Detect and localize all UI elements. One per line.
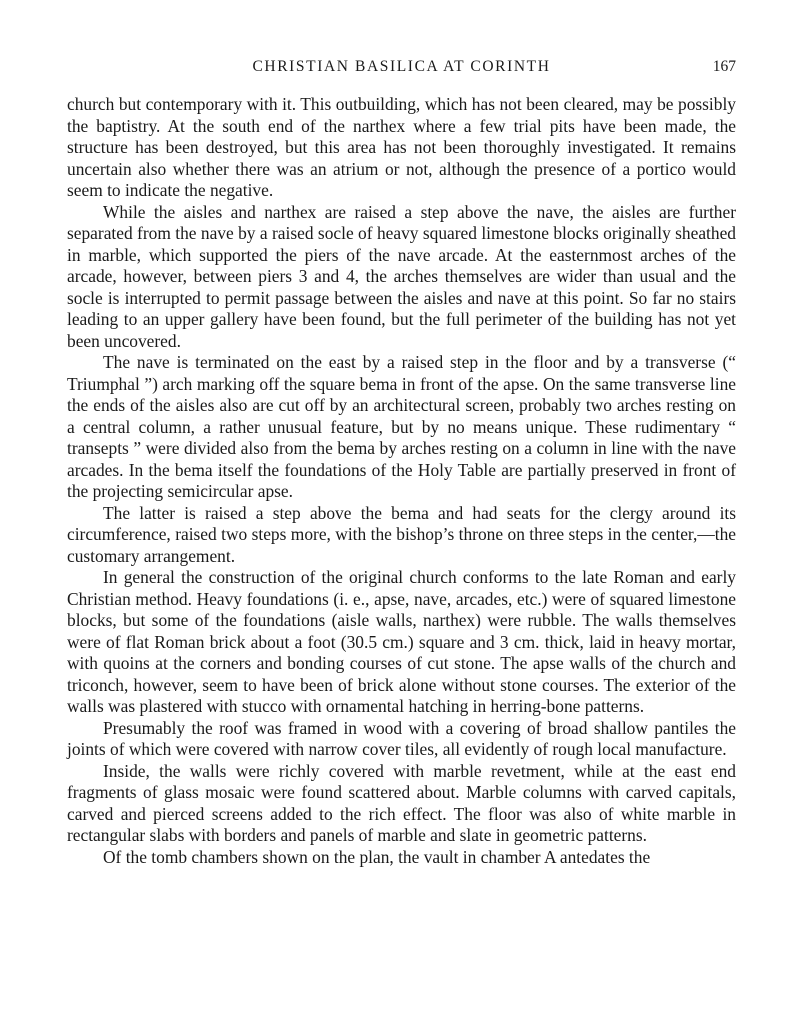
paragraph-nave-bema: The nave is terminated on the east by a raised step in the floor and by a transverse (“ Triumphal ”) arch marking off the square bema in front of the apse. On the same transverse line the ends of the aisles also are cut off by an architectural screen, probably two arches resting on a central column, a rather unusual feature, but by no means unique. These rudimentary “ transepts ” were divided also from the bema by arches resting on a column in line with the nave arcades. In the bema itself the foundations of the Holy Table are partially preserved in front of the projecting semicircular apse. [67,352,736,501]
paragraph-apse-seats: The latter is raised a step above the bema and had seats for the clergy around its circumference, raised two steps more, with the bishop’s throne on three steps in the center,—the customary arrangement. [67,502,736,566]
paragraph-continued: church but contemporary with it. This outbuilding, which has not been cleared, may be possibly the baptistry. At the south end of the narthex where a few trial pits have been made, the structure has been destroyed, but this area has not been thoroughly investigated. It remains uncertain also whether there was an atrium or not, although the presence of a portico would seem to indicate the negative. [67,94,736,200]
body-text [67,94,736,868]
document-page [67,58,736,868]
paragraph-interior: Inside, the walls were richly covered with marble revetment, while at the east end fragments of glass mosaic were found scattered about. Marble columns with carved capitals, carved and pierced screens added to the rich effect. The floor was also of white marble in rectangular slabs with borders and panels of marble and slate in geometric patterns. [67,760,736,845]
paragraph-tomb-chambers: Of the tomb chambers shown on the plan, the vault in chamber A antedates the [103,846,651,867]
page-number: 167 [712,58,736,75]
running-head [67,58,736,82]
paragraph-aisles-narthex: While the aisles and narthex are raised a step above the nave, the aisles are further separated from the nave by a raised socle of heavy squared limestone blocks originally sheathed in marble, which supported the piers of the nave arcade. At the easternmost arches of the arcade, however, between piers 3 and 4, the arches themselves are wider than usual and the socle is interrupted to permit passage between the aisles and nave at this point. So far no stairs leading to an upper gallery have been found, but the full perimeter of the building has not yet been uncovered. [67,201,736,351]
paragraph-construction: In general the construction of the original church conforms to the late Roman and early Christian method. Heavy foundations (i. e., apse, nave, arcades, etc.) were of squared limestone blocks, but some of the foundations (aisle walls, narthex) were rubble. The walls themselves were of flat Roman brick about a foot (30.5 cm.) square and 3 cm. thick, laid in heavy mortar, with quoins at the corners and bonding courses of cut stone. The apse walls of the church and triconch, however, seem to have been of brick alone without stone courses. The exterior of the walls was plastered with stucco with ornamental hatching in herring-bone patterns. [67,567,736,716]
running-title: CHRISTIAN BASILICA AT CORINTH [252,58,551,75]
paragraph-roof: Presumably the roof was framed in wood with a covering of broad shallow pantiles the joints of which were covered with narrow cover tiles, all evidently of rough local manufacture. [67,717,736,759]
